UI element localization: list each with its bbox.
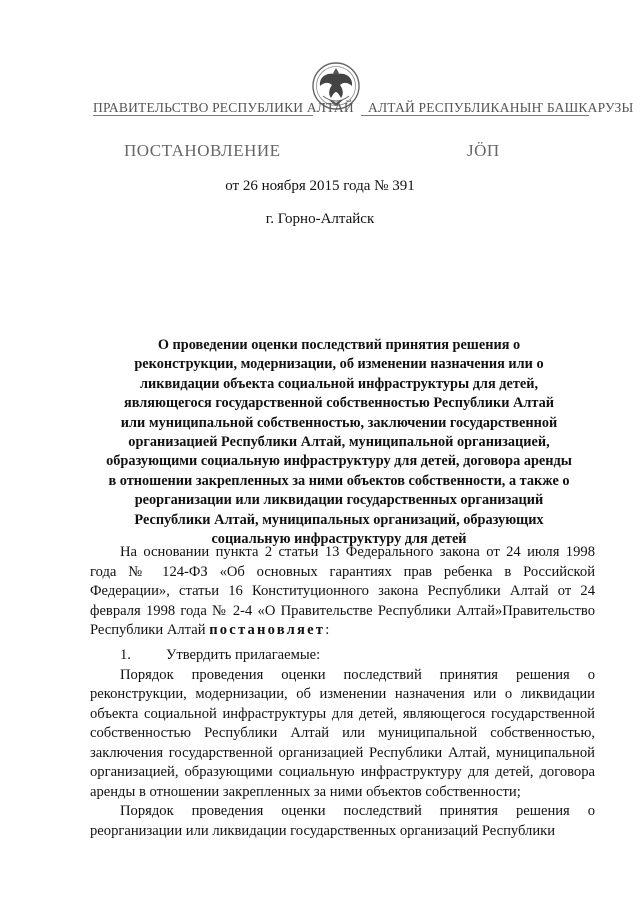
procedure-paragraph-b: Порядок проведения оценки последствий принятия решения о реорганизации или ликвидации государственных организаций Республики <box>90 803 595 839</box>
header-rule-right <box>361 115 589 116</box>
title-line: или муниципальной собственностью, заключении государственной <box>120 414 558 431</box>
resolves-word: постановляет <box>209 622 326 638</box>
resolution-items-block <box>90 646 595 841</box>
title-line: Республики Алтай, муниципальных организаций, образующих <box>134 511 544 528</box>
item-1-number: 1. <box>120 647 131 663</box>
title-line: социальную инфраструктуру для детей <box>211 531 467 548</box>
title-line: реорганизации или ликвидации государственных организаций <box>134 492 544 509</box>
title-line: организацией Республики Алтай, муниципальной организацией, <box>128 434 550 451</box>
title-line: ликвидации объекта социальной инфраструктуры для детей, <box>139 375 539 392</box>
basis-paragraph <box>90 543 595 641</box>
item-1-text: Утвердить прилагаемые: <box>166 647 321 663</box>
procedure-paragraph-a: Порядок проведения оценки последствий принятия решения о реконструкции, модернизации, об изменении назначения или о ликвидации объекта социальной инфраструктуры для детей, являющегося государственной собственностью Республики Алтай или муниципальной собственностью, заключения государственной организацией Республики Алтай, муниципальной организацией, образующими социальную инфраструктуру для детей, договора аренды в отношении закрепленных за ними объектов собственности; <box>90 666 595 800</box>
header-rule-left <box>93 115 313 116</box>
title-line: образующими социальную инфраструктуру для детей, договора аренды <box>106 453 572 470</box>
document-type-altai: ЈӦП <box>467 141 500 160</box>
title-line: реконструкции, модернизации, об изменении назначения или о <box>134 356 544 373</box>
government-name-altai: АЛТАЙ РЕСПУБЛИКАНЫҤ БАШКАРУЗЫ <box>368 100 634 115</box>
document-title <box>86 336 592 549</box>
title-line: в отношении закрепленных за ними объектов собственности, а также о <box>108 472 570 489</box>
item-1 <box>90 646 595 666</box>
government-name-russian: ПРАВИТЕЛЬСТВО РЕСПУБЛИКИ АЛТАЙ <box>93 100 354 115</box>
document-date-number: от 26 ноября 2015 года № 391 <box>225 178 415 194</box>
basis-text: На основании пункта 2 статьи 13 Федерального закона от 24 июля 1998 года № 124-ФЗ «Об основных гарантиях прав ребенка в Российской Федерации», статьи 16 Конституционного закона Республики Алтай от 24 февраля 1998 года № 2-4 «О Правительстве Республики Алтай»Правительство Республики Алтай <box>90 544 595 638</box>
document-city: г. Горно-Алтайск <box>265 211 375 227</box>
resolves-colon: : <box>325 622 330 638</box>
basis-paragraph-block <box>90 543 595 641</box>
title-line: О проведении оценки последствий принятия решения о <box>157 337 521 353</box>
title-line: являющегося государственной собственностью Республики Алтай <box>124 395 554 412</box>
document-type-russian: ПОСТАНОВЛЕНИЕ <box>124 141 281 160</box>
